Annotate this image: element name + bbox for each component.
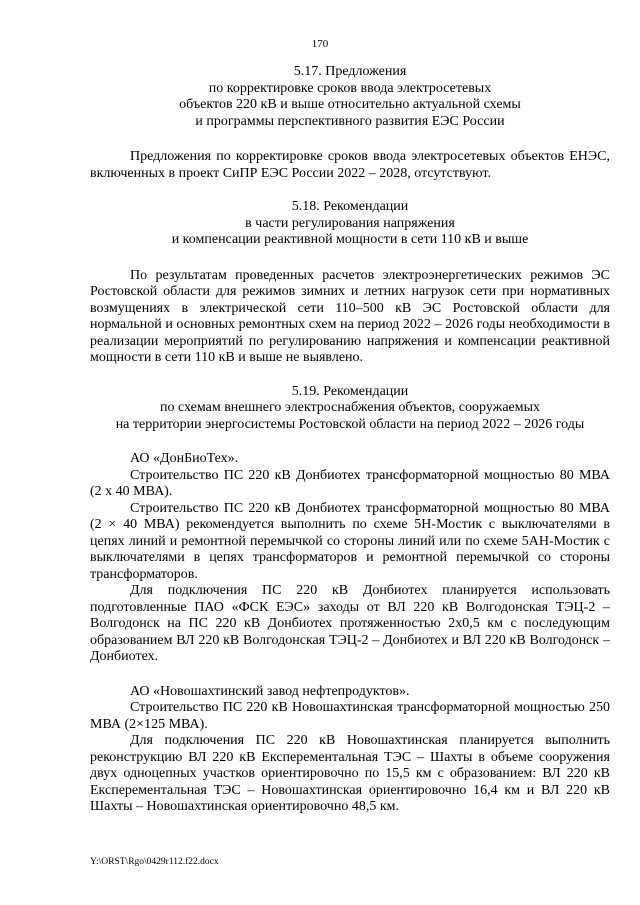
paragraph: Для подключения ПС 220 кВ Новошахтинская планируется выполнить реконструкцию ВЛ 220 кВ Експерементальная ТЭС – Шахты в объеме сооружения двух одноцепных участков ориентировочно по 15,5 км с образованием: ВЛ 220 кВ Експерементальная ТЭС – Новошахтинская ориентировочно 16,4 км и ВЛ 220 кВ Шахты – Новошахтинская ориентировочно 48,5 км. — [90, 733, 610, 814]
paragraph: По результатам проведенных расчетов электроэнергетических режимов ЭС Ростовской области для режимов зимних и летних нагрузок сети при нормативных возмущениях в электрической сети 110–500 кВ ЭС Ростовской области для нормальной и основных ремонтных схем на период 2022 – 2026 годы необходимости в реализации мероприятий по регулированию напряжения и компенсации реактивной мощности в сети 110 кВ и выше не выявлено. — [90, 267, 610, 365]
organization-name: АО «Новошахтинский завод нефтепродуктов». — [130, 683, 410, 699]
paragraph: Строительство ПС 220 кВ Донбиотех трансформаторной мощностью 80 МВА (2 х 40 МВА). — [90, 467, 610, 499]
section-5-18-heading — [90, 199, 610, 249]
heading-line: 5.18. Рекомендации — [291, 199, 409, 214]
footer-file-path: Y:\ORST\Rgo\0429r112.f22.docx — [90, 857, 219, 867]
heading-line: и программы перспективного развития ЕЭС России — [195, 113, 505, 129]
heading-line: 5.17. Предложения — [293, 64, 407, 79]
document-body — [90, 64, 610, 816]
paragraph: Строительство ПС 220 кВ Донбиотех трансформаторной мощностью 80 МВА (2 × 40 МВА) рекомендуется выполнить по схеме 5Н-Мостик с выключателями в цепях линий и ремонтной перемычкой со стороны линий или по схеме 5АН-Мостик с выключателями в цепях трансформаторов и ремонтной перемычкой со стороны трансформаторов. — [90, 500, 610, 582]
page-number: 170 — [311, 38, 329, 50]
paragraph: Предложения по корректировке сроков ввода электросетевых объектов ЕНЭС, включенных в проект СиПР ЕЭС России 2022 – 2028, отсутствуют. — [90, 149, 610, 181]
heading-line: по схемам внешнего электроснабжения объектов, сооружаемых — [159, 400, 541, 415]
heading-line: и компенсации реактивной мощности в сети 110 кВ и выше — [171, 232, 529, 247]
paragraph: Строительство ПС 220 кВ Новошахтинская трансформаторной мощностью 250 МВА (2×125 МВА). — [90, 700, 610, 732]
paragraph: Для подключения ПС 220 кВ Донбиотех планируется использовать подготовленные ПАО «ФСК ЕЭС» заходы от ВЛ 220 кВ Волгодонская ТЭЦ-2 – Волгодонск на ПС 220 кВ Донбиотех протяженностью 2х0,5 км с последующим образованием ВЛ 220 кВ Волгодонская ТЭЦ-2 – Донбиотех и ВЛ 220 кВ Волгодонск – Донбиотех. — [90, 583, 610, 664]
heading-line: на территории энергосистемы Ростовской области на период 2022 – 2026 годы — [115, 416, 585, 432]
section-5-19-heading — [90, 384, 610, 434]
heading-line: объектов 220 кВ и выше относительно актуальной схемы — [179, 97, 521, 112]
heading-line: 5.19. Рекомендации — [291, 383, 409, 399]
heading-line: по корректировке сроков ввода электросетевых — [208, 80, 492, 96]
organization-name: АО «ДонБиоТех». — [130, 451, 239, 466]
heading-line: в части регулирования напряжения — [245, 215, 455, 231]
section-5-17-heading — [90, 64, 610, 130]
